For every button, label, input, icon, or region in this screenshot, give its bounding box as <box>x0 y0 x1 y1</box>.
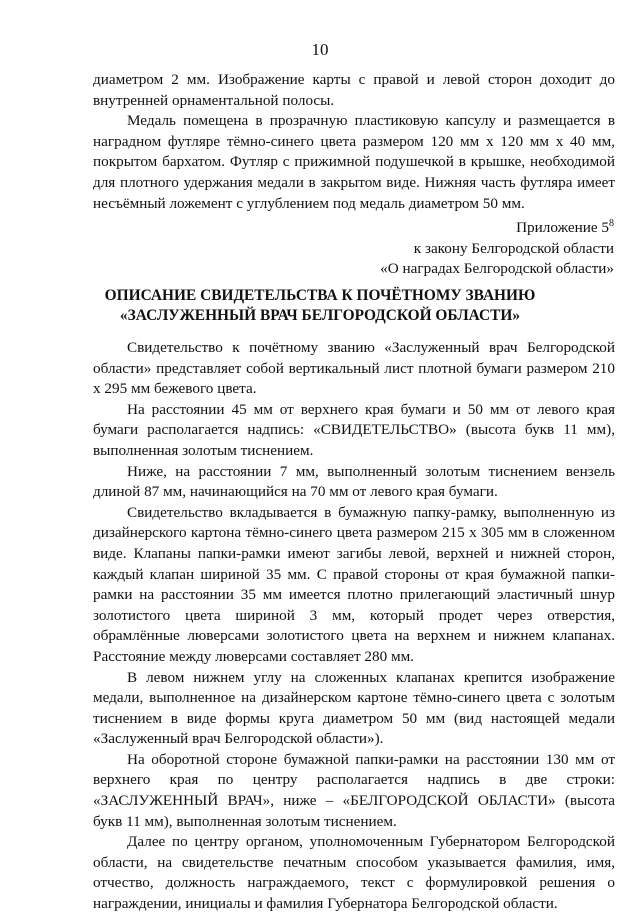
appendix-number-text: Приложение 5 <box>516 219 609 236</box>
page-number: 10 <box>311 40 329 59</box>
paragraph: В левом нижнем углу на сложенных клапанах крепится изображение медали, выполненное на дизайнерском картоне тёмно-синего цвета с золотым тиснением в виде формы круга диаметром 50 мм (вид настоящей медали «Заслуженный врач Белгородской области»). <box>93 668 615 748</box>
appendix-superscript: 8 <box>609 217 614 229</box>
medal-description-continuation <box>93 70 615 214</box>
section-title-line: «ЗАСЛУЖЕННЫЙ ВРАЧ БЕЛГОРОДСКОЙ ОБЛАСТИ» <box>119 307 521 324</box>
paragraph: На оборотной стороне бумажной папки-рамки на расстоянии 130 мм от верхнего края по центру располагается надпись в две строки: «ЗАСЛУЖЕННЫЙ ВРАЧ», ниже – «БЕЛГОРОДСКОЙ ОБЛАСТИ» (высота букв 11 мм), выполненная золотым тиснением. <box>93 750 615 830</box>
paragraph: Медаль помещена в прозрачную пластиковую капсулу и размещается в наградном футляре тёмно-синего цвета размером 120 мм x 120 мм x 40 мм, покрытом бархатом. Футляр с прижимной подушечкой в крышке, необходимой для плотного удержания медали в закрытом виде. Нижняя часть футляра имеет несъёмный ложемент с углублением под медаль диаметром 50 мм. <box>93 112 615 212</box>
paragraph: Ниже, на расстоянии 7 мм, выполненный золотым тиснением вензель длиной 87 мм, начинающийся на 70 мм от левого края бумаги. <box>93 462 615 501</box>
certificate-description <box>93 338 615 915</box>
appendix-number <box>380 218 614 239</box>
appendix-law-title: «О наградах Белгородской области» <box>380 260 614 278</box>
paragraph: Свидетельство вкладывается в бумажную папку-рамку, выполненную из дизайнерского картона тёмно-синего цвета размером 215 x 305 мм в сложенном виде. Клапаны папки-рамки имеют загибы левой, верхней и нижней сторон, каждый клапан шириной 35 мм. С правой стороны от края бумажной папки-рамки на расстоянии 35 мм имеется плотно прилегающий эластичный шнур золотистого цвета шириной 3 мм, который продет через отверстия, обрамлённые люверсами золотистого цвета на верхнем и нижнем клапанах. Расстояние между люверсами составляет 280 мм. <box>93 503 615 665</box>
section-title <box>0 286 640 326</box>
appendix-law: к закону Белгородской области <box>413 239 614 257</box>
paragraph: Далее по центру органом, уполномоченным Губернатором Белгородской области, на свидетельстве печатным способом указывается фамилия, имя, отчество, должность награждаемого, текст с формулировкой решения о награждении, инициалы и фамилия Губернатора Белгородской области. <box>93 833 615 913</box>
section-title-line: ОПИСАНИЕ СВИДЕТЕЛЬСТВА К ПОЧЁТНОМУ ЗВАНИЮ <box>104 287 536 304</box>
paragraph: диаметром 2 мм. Изображение карты с правой и левой сторон доходит до внутренней орнаментальной полосы. <box>93 71 615 109</box>
paragraph: На расстоянии 45 мм от верхнего края бумаги и 50 мм от левого края бумаги располагается надпись: «СВИДЕТЕЛЬСТВО» (высота букв 11 мм), выполненная золотым тиснением. <box>93 400 615 459</box>
paragraph: Свидетельство к почётному званию «Заслуженный врач Белгородской области» представляет собой вертикальный лист плотной бумаги размером 210 x 295 мм бежевого цвета. <box>93 339 615 398</box>
appendix-reference <box>380 218 614 280</box>
